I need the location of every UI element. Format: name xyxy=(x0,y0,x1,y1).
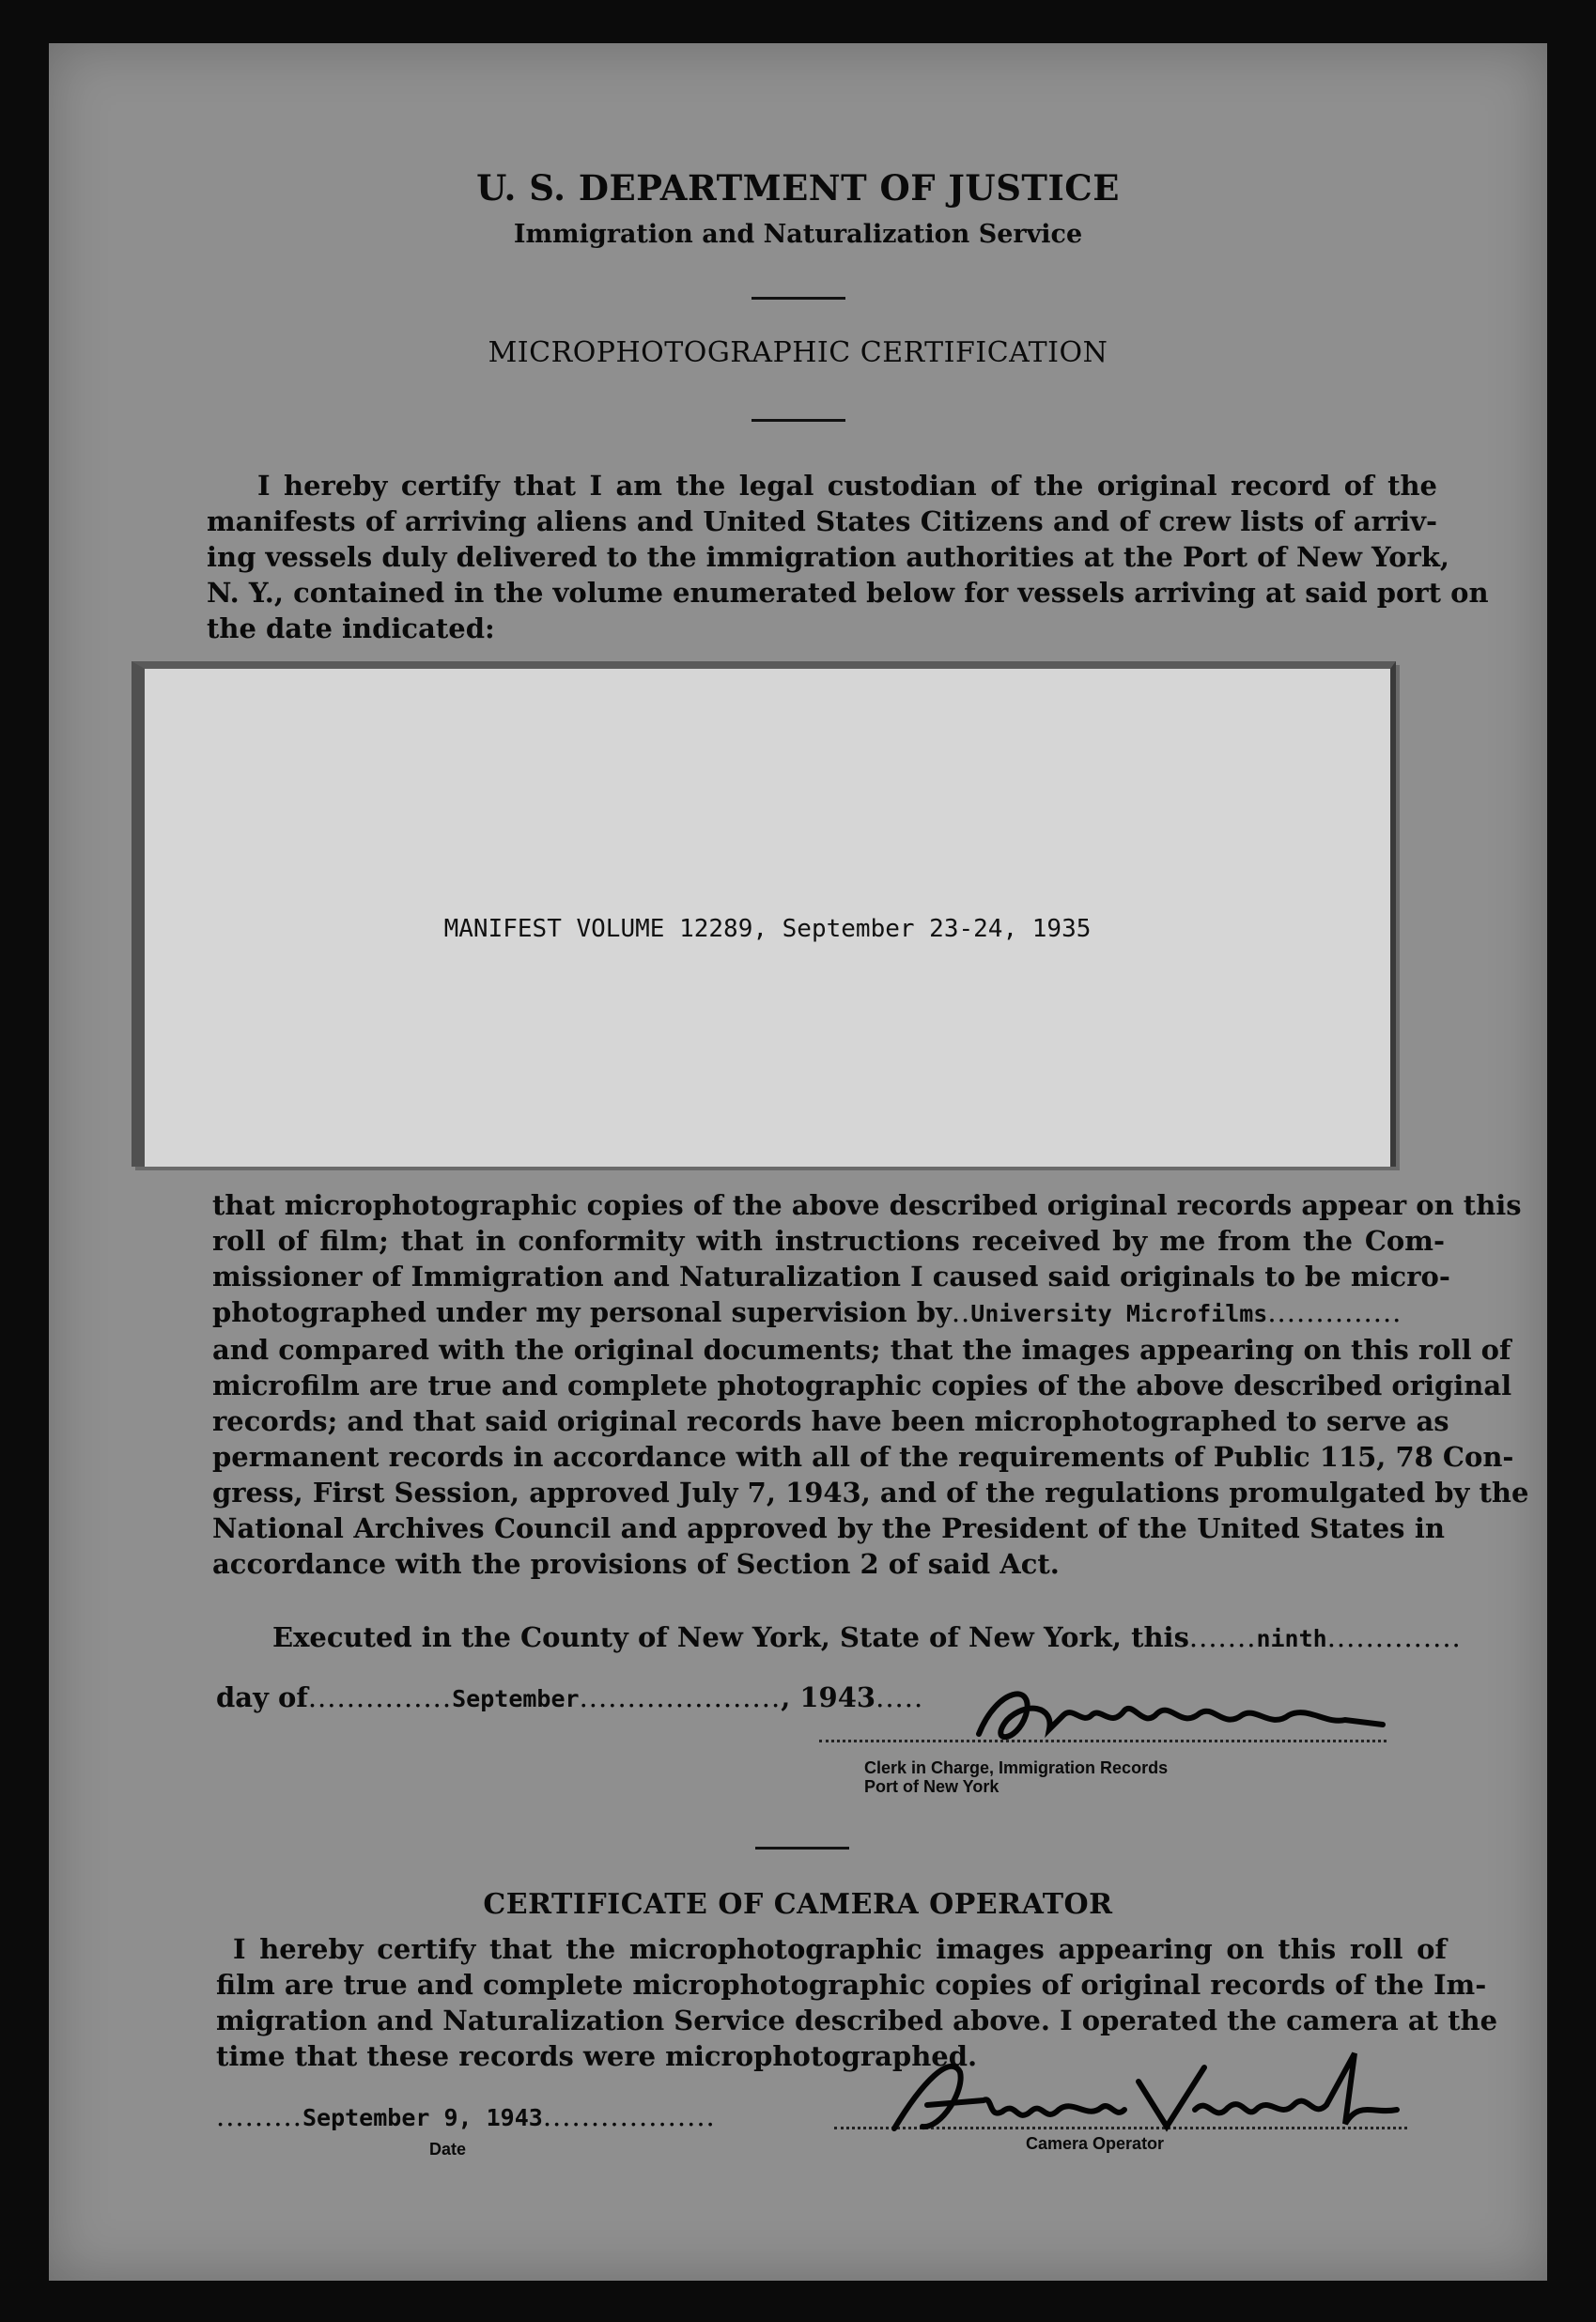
certificate-page xyxy=(49,43,1547,2281)
text-line: accordance with the provisions of Section 2 of said Act. xyxy=(212,1548,1060,1580)
executed-line: Executed in the County of New York, State of New York, this.......ninth.............. xyxy=(272,1621,1462,1653)
text-line: migration and Naturalization Service described above. I operated the camera at the xyxy=(216,2005,1498,2036)
camera-heading: CERTIFICATE OF CAMERA OPERATOR xyxy=(483,1888,1113,1921)
executed-month: September xyxy=(452,1685,580,1712)
executed-prefix: Executed in the County of New York, State of New York, this xyxy=(272,1621,1189,1653)
day-of-label: day of xyxy=(216,1681,308,1713)
text-line: National Archives Council and approved by the President of the United States in xyxy=(212,1512,1445,1544)
volume-label-box xyxy=(132,661,1396,1167)
camera-date-label: Date xyxy=(429,2140,467,2159)
year-prefix: , 19 xyxy=(781,1681,838,1713)
text-line: time that these records were microphotographed. xyxy=(216,2040,978,2072)
clerk-title-line: Clerk in Charge, Immigration Records xyxy=(864,1758,1169,1777)
text-line: roll of film; that in conformity with instructions received by me from the Com- xyxy=(212,1225,1445,1257)
divider xyxy=(752,297,845,300)
operator-signature xyxy=(885,2044,1411,2147)
text-line: film are true and complete microphotographic copies of original records of the Im- xyxy=(216,1969,1487,2001)
text-line: I hereby certify that I am the legal custodian of the original record of the xyxy=(257,470,1437,502)
text-line: records; and that said original records have been microphotographed to serve as xyxy=(212,1405,1449,1437)
certification-title: MICROPHOTOGRAPHIC CERTIFICATION xyxy=(488,336,1108,369)
supervision-prefix: photographed under my personal supervision by xyxy=(212,1296,952,1328)
text-line: and compared with the original documents; that the images appearing on this roll of xyxy=(212,1334,1511,1366)
executed-day: ninth xyxy=(1256,1625,1327,1652)
divider xyxy=(752,419,845,422)
text-line: I hereby certify that the microphotographic images appearing on this roll of xyxy=(233,1933,1447,1965)
text-line: microfilm are true and complete photographic copies of the above described original xyxy=(212,1370,1512,1401)
text-line: manifests of arriving aliens and United States Citizens and of crew lists of arriv- xyxy=(207,505,1437,537)
text-line: that microphotographic copies of the above described original records appear on this xyxy=(212,1189,1522,1221)
text-line: permanent records in accordance with all of the requirements of Public 115, 78 Con- xyxy=(212,1441,1514,1473)
department-heading: U. S. DEPARTMENT OF JUSTICE xyxy=(476,167,1120,209)
text-line: ing vessels duly delivered to the immigration authorities at the Port of New York, xyxy=(207,541,1450,573)
text-line: missioner of Immigration and Naturalization I caused said originals to be micro- xyxy=(212,1261,1450,1293)
body-paragraph xyxy=(212,1187,1529,1582)
year-value: 43 xyxy=(837,1681,876,1713)
service-subheading: Immigration and Naturalization Service xyxy=(513,220,1083,249)
day-of-line: day of...............September....................., 1943..... xyxy=(216,1681,924,1713)
supervision-line: photographed under my personal supervision by..University Microfilms.............. xyxy=(212,1296,1402,1328)
supervision-value: University Microfilms xyxy=(970,1300,1268,1327)
clerk-title-line: Port of New York xyxy=(864,1777,999,1796)
camera-date-line: .........September 9, 1943.................. xyxy=(216,2100,716,2132)
clerk-title xyxy=(864,1758,1168,1796)
text-line: N. Y., contained in the volume enumerated below for vessels arriving at said port on xyxy=(207,577,1489,609)
volume-label: MANIFEST VOLUME 12289, September 23-24, 1935 xyxy=(443,915,1092,943)
intro-paragraph xyxy=(207,468,1489,646)
clerk-signature xyxy=(969,1678,1402,1762)
camera-operator-label: Camera Operator xyxy=(1026,2134,1165,2153)
text-line: the date indicated: xyxy=(207,612,495,644)
text-line: gress, First Session, approved July 7, 1943, and of the regulations promulgated by the xyxy=(212,1477,1529,1509)
divider xyxy=(755,1847,849,1850)
camera-date-value: September 9, 1943 xyxy=(302,2104,543,2131)
